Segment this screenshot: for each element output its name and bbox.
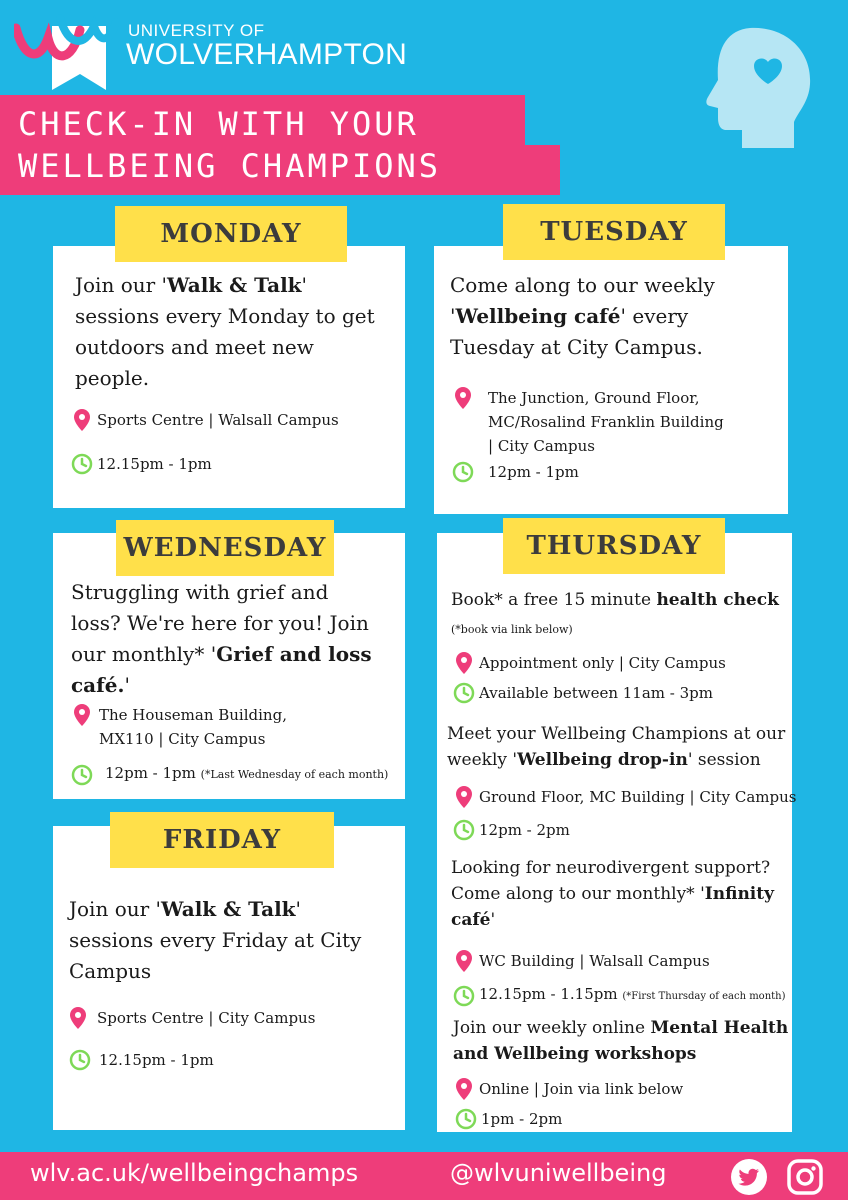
location-pin-icon [456,950,472,972]
friday-label: FRIDAY [110,812,334,868]
brand-line1: UNIVERSITY OF [128,21,265,40]
tuesday-location: The Junction, Ground Floor, MC/Rosalind Franklin Building | City Campus [448,386,724,458]
head-heart-icon [690,22,820,152]
location-pin-icon [456,1078,472,1100]
social-handle[interactable]: @wlvuniwellbeing [450,1159,667,1187]
thursday-health-check-location: Appointment only | City Campus [449,651,726,675]
twitter-icon[interactable] [730,1158,768,1196]
thursday-drop-in-desc: Meet your Wellbeing Champions at our weekly 'Wellbeing drop-in' session [447,724,786,770]
thursday-infinity-time: 12.15pm - 1.15pm (*First Thursday of each month) [449,982,786,1009]
wolverhampton-logo-icon [14,8,119,92]
thursday-drop-in-location: Ground Floor, MC Building | City Campus [449,785,796,809]
monday-card [53,246,405,508]
location-pin-icon [74,409,90,431]
clock-icon [452,461,474,483]
friday-location: Sports Centre | City Campus [63,1006,315,1030]
thursday-workshops-desc: Join our weekly online Mental Health and Wellbeing workshops [453,1018,789,1064]
title-line2: WELLBEING CHAMPIONS [18,147,442,185]
monday-time: 12.15pm - 1pm [67,452,212,476]
tuesday-label: TUESDAY [503,204,725,260]
tuesday-description: Come along to our weekly 'Wellbeing café' every Tuesday at City Campus. [450,273,715,359]
thursday-drop-in-time: 12pm - 2pm [449,818,570,842]
website-link[interactable]: wlv.ac.uk/wellbeingchamps [30,1159,359,1187]
brand-line2: WOLVERHAMPTON [126,38,408,71]
clock-icon [69,1049,91,1071]
footer-bar [0,1152,848,1200]
clock-icon [71,764,93,786]
wednesday-location: The Houseman Building, MX110 | City Campus [67,703,287,751]
friday-card [53,826,405,1130]
wednesday-label: WEDNESDAY [116,520,334,576]
thursday-infinity-location: WC Building | Walsall Campus [449,949,710,973]
tuesday-time: 12pm - 1pm [448,460,579,484]
instagram-icon[interactable] [786,1158,824,1196]
clock-icon [453,985,475,1007]
location-pin-icon [456,652,472,674]
thursday-card [437,533,797,1132]
friday-time: 12.15pm - 1pm [65,1048,214,1072]
location-pin-icon [456,786,472,808]
thursday-health-check-desc: Book* a free 15 minute health check (*book via link below) [451,590,779,636]
clock-icon [455,1108,477,1130]
clock-icon [453,819,475,841]
title-line1: CHECK-IN WITH YOUR [18,105,419,143]
monday-location: Sports Centre | Walsall Campus [67,408,339,432]
clock-icon [71,453,93,475]
tuesday-card [434,246,788,514]
monday-label: MONDAY [115,206,347,262]
location-pin-icon [74,704,90,726]
monday-description: Join our 'Walk & Talk' sessions every Monday to get outdoors and meet new people. [75,273,375,390]
thursday-health-check-time: Available between 11am - 3pm [449,681,713,705]
thursday-label: THURSDAY [503,518,725,574]
clock-icon [453,682,475,704]
location-pin-icon [455,387,471,409]
friday-description: Join our 'Walk & Talk' sessions every Friday at City Campus [69,897,362,983]
thursday-workshops-location: Online | Join via link below [449,1077,683,1101]
wednesday-description: Struggling with grief and loss? We're here for you! Join our monthly* 'Grief and loss café.' [71,580,372,697]
university-logo [14,8,408,92]
thursday-workshops-time: 1pm - 2pm [451,1107,562,1131]
title-banner-line2 [0,145,560,195]
wednesday-time: 12pm - 1pm (*Last Wednesday of each month) [67,761,388,787]
thursday-infinity-desc: Looking for neurodivergent support? Come along to our monthly* 'Infinity café' [451,858,774,930]
location-pin-icon [70,1007,86,1029]
